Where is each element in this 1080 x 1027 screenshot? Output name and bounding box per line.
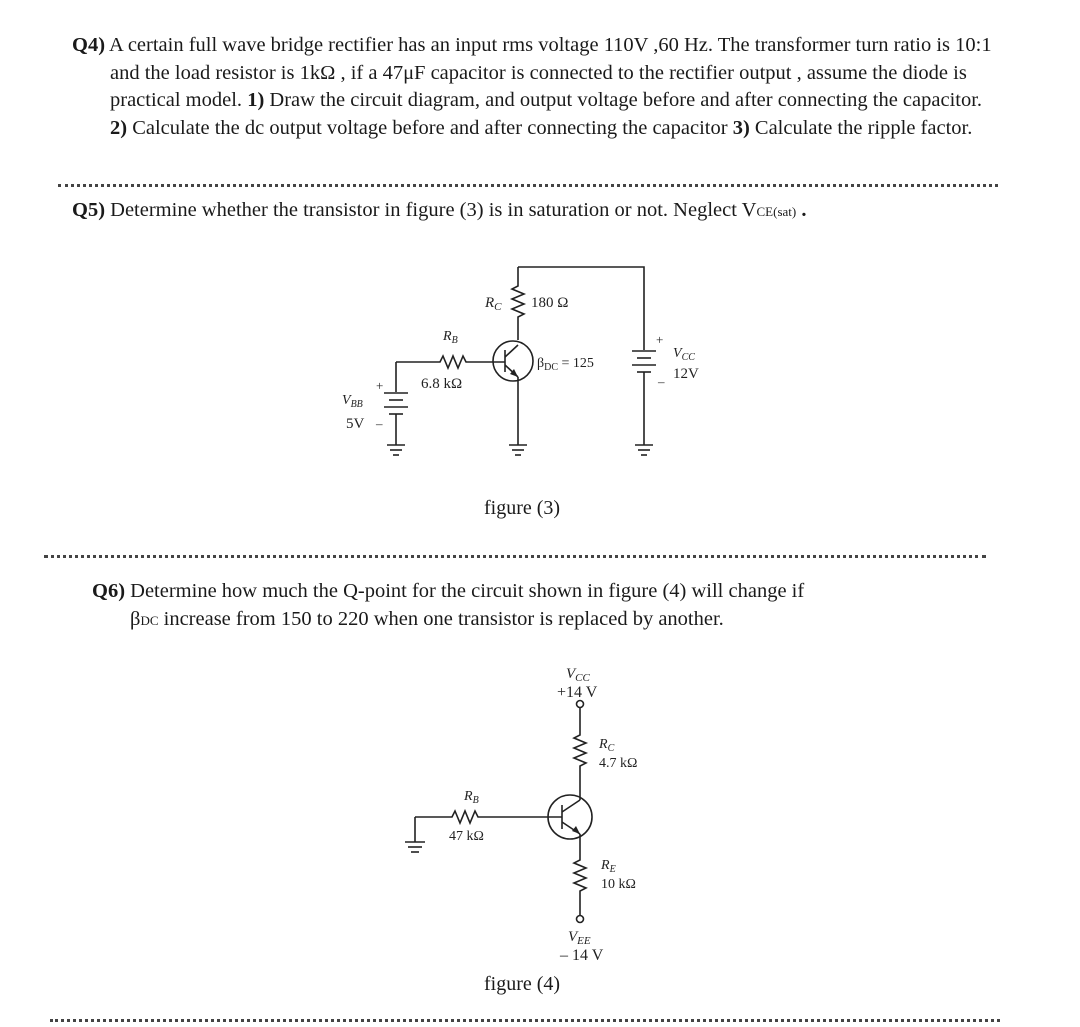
q4-text: A certain full wave bridge rectifier has an input rms voltage 110V ,60 Hz. The transformer turn ratio is 10:1 and the load resistor is 1kΩ , if a 47μF capacitor is connected to the rectifier output , assume the diode is practical model. — [105, 34, 992, 111]
q4-part2-text: Calculate the dc output voltage before and after connecting the capacitor — [127, 116, 733, 139]
q4-part3-text: Calculate the ripple factor. — [749, 116, 973, 139]
fig3-vbb-minus: – — [376, 416, 383, 431]
q4-label: Q4) — [72, 34, 106, 56]
q5-text: Determine whether the transistor in figure (3) is in saturation or not. Neglect V — [105, 199, 757, 221]
q4-part1-number: 1) — [247, 89, 265, 111]
figure-4-caption: figure (4) — [484, 973, 561, 995]
fig3-vcc-battery — [632, 351, 656, 445]
fig4-re-label: $R_E$ — [601, 858, 616, 875]
fig3-ground-vcc — [635, 445, 653, 455]
fig3-beta: $\beta_{DC} = 125$ — [537, 356, 594, 373]
q4-part1-text: Draw the circuit diagram, and output voltage before and after connecting the capacitor. — [264, 89, 983, 111]
fig4-rb-label: $R_B$ — [464, 789, 479, 806]
fig3-rc-label: $R_C$ — [485, 295, 502, 313]
question-6 — [92, 578, 1012, 634]
fig4-rc-label: $R_C$ — [599, 737, 615, 754]
divider-3 — [50, 1019, 1000, 1022]
fig4-vee-label: $V_{EE}$ — [568, 929, 591, 947]
fig3-vcc-plus: + — [656, 332, 664, 347]
fig3-rb-value: 6.8 kΩ — [421, 376, 463, 392]
q6-line2-text: increase from 150 to 220 when one transistor is replaced by another. — [158, 607, 724, 630]
fig3-vbb-value: 5V — [346, 416, 365, 432]
fig3-ground-vbb — [387, 445, 405, 455]
fig3-rc-resistor — [512, 267, 524, 340]
fig3-vbb-battery — [384, 393, 408, 445]
fig3-vcc-value: 12V — [673, 366, 699, 382]
q5-label: Q5) — [72, 199, 106, 221]
fig3-vcc-minus: – — [658, 374, 665, 389]
q4-part2-number: 2) — [110, 116, 128, 139]
fig3-rb-resistor — [396, 356, 505, 368]
q6-label: Q6) — [92, 580, 126, 602]
fig4-rc-value: 4.7 kΩ — [599, 756, 638, 771]
fig4-vcc-value: +14 V — [557, 684, 598, 701]
fig4-vee-value: – 14 V — [560, 947, 604, 964]
q6-beta: β — [130, 607, 141, 630]
fig4-vcc-label: $V_{CC}$ — [566, 666, 590, 684]
q6-text: Determine how much the Q-point for the circuit shown in figure (4) will change if — [125, 580, 805, 602]
q6-beta-sub: DC — [140, 612, 159, 628]
fig3-vcc-label: $V_{CC}$ — [673, 346, 695, 363]
q5-tail: . — [796, 199, 807, 221]
fig3-rb-label: $R_B$ — [443, 329, 458, 346]
fig3-vbb-label: $V_{BB}$ — [342, 393, 363, 410]
figure-3-caption: figure (3) — [484, 497, 561, 519]
fig3-rc-value: 180 Ω — [531, 295, 569, 311]
divider-2 — [44, 555, 986, 558]
fig3-vbb-plus: + — [376, 378, 384, 393]
fig4-rb-value: 47 kΩ — [449, 829, 484, 844]
q4-part3-number: 3) — [732, 116, 750, 139]
fig4-re-value: 10 kΩ — [601, 877, 636, 892]
fig3-ground-emitter — [509, 445, 527, 455]
q5-subscript: CE(sat) — [756, 204, 797, 219]
